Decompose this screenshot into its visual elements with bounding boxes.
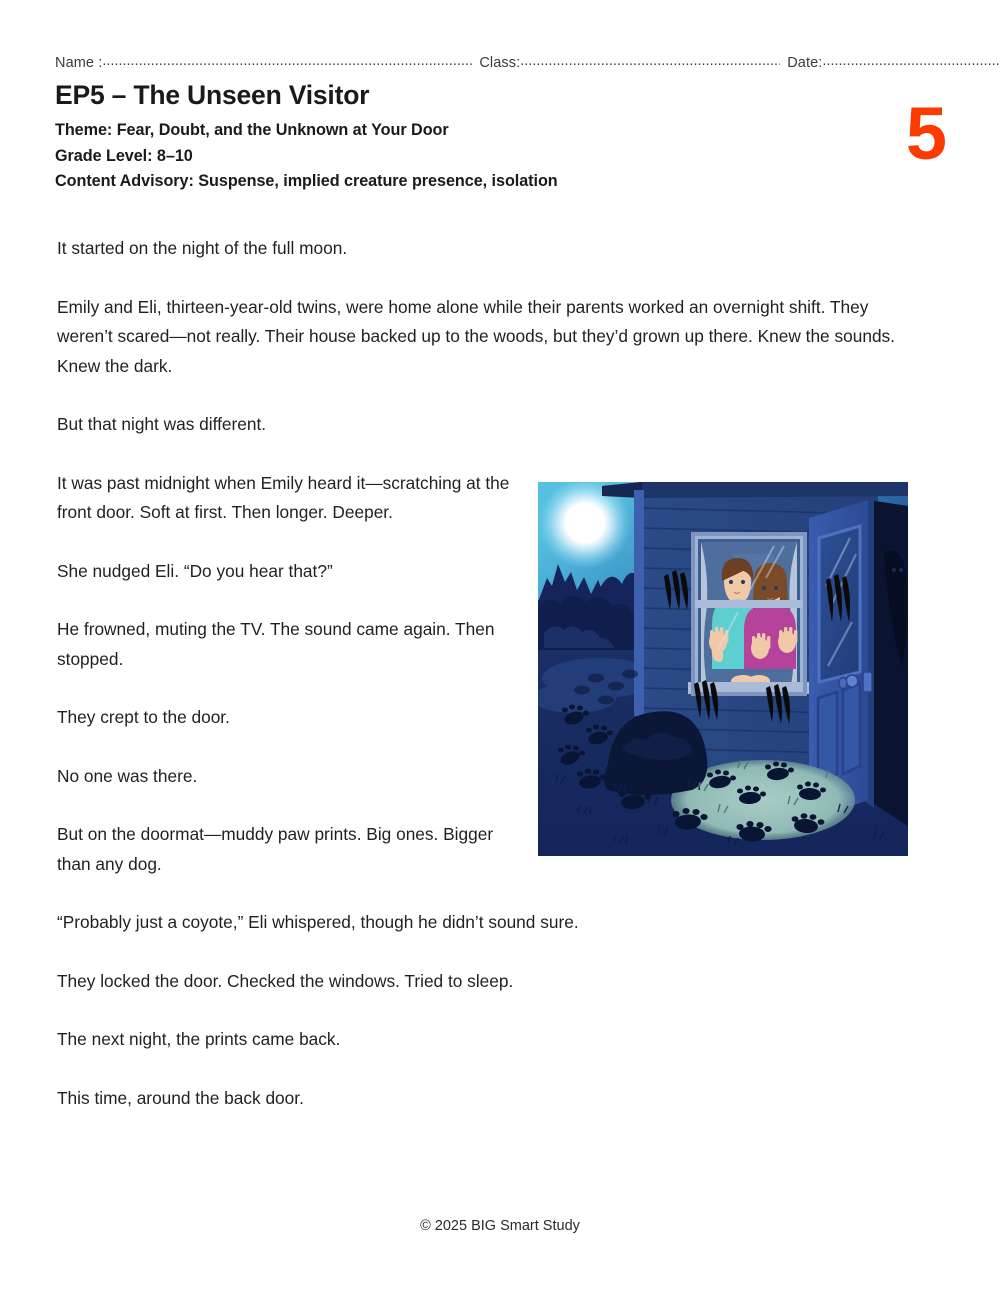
- date-label: Date:: [787, 55, 823, 71]
- door-latch-plate: [863, 672, 872, 692]
- story-paragraph: They crept to the door.: [57, 707, 230, 727]
- window-crossbar: [695, 600, 803, 608]
- story-illustration: [538, 482, 908, 856]
- story-paragraph: The next night, the prints came back.: [57, 1029, 341, 1049]
- roof-eave: [602, 482, 908, 498]
- story-paragraph: No one was there.: [57, 765, 198, 786]
- illustration-scene: [538, 482, 908, 856]
- story-paragraph: It started on the night of the full moon.: [57, 238, 348, 258]
- grade-level-line: Grade Level: 8–10: [55, 146, 193, 165]
- page-title: EP5 – The Unseen Visitor: [55, 80, 370, 110]
- door-panel-lower-left: [818, 692, 837, 782]
- date-blank-line[interactable]: [822, 53, 1000, 69]
- moon-icon: [570, 508, 601, 539]
- corner-post: [634, 490, 644, 716]
- story-paragraph: They locked the door. Checked the windows. Tried to sleep.: [57, 970, 514, 991]
- meta-block: [55, 118, 815, 195]
- name-blank-line[interactable]: [102, 53, 472, 69]
- theme-line: Theme: Fear, Doubt, and the Unknown at Your Door: [55, 121, 449, 139]
- story-paragraph: But that night was different.: [57, 414, 267, 434]
- story-paragraph: “Probably just a coyote,” Eli whispered, though he didn’t sound sure.: [57, 912, 579, 932]
- story-paragraph: This time, around the back door.: [57, 1087, 304, 1108]
- door-knob: [846, 675, 858, 687]
- episode-number: 5: [905, 92, 945, 175]
- door-panel-lower-right: [843, 684, 860, 774]
- story-paragraph: It was past midnight when Emily heard it—scratching at the front door. Soft at first. Then longer. Deeper.: [57, 472, 510, 522]
- story-paragraph: He frowned, muting the TV. The sound came again. Then stopped.: [57, 619, 495, 669]
- footer-copyright: © 2025 BIG Smart Study: [420, 1218, 580, 1234]
- class-blank-line[interactable]: [520, 53, 780, 69]
- content-advisory-line: Content Advisory: Suspense, implied creature presence, isolation: [55, 172, 558, 190]
- name-label: Name :: [55, 55, 103, 71]
- student-info-row: [55, 55, 945, 71]
- story-paragraph: She nudged Eli. “Do you hear that?”: [57, 560, 333, 581]
- window: [688, 534, 810, 694]
- class-label: Class:: [479, 55, 521, 71]
- story-paragraph: But on the doormat—muddy paw prints. Big ones. Bigger than any dog.: [57, 824, 494, 874]
- story-paragraph: Emily and Eli, thirteen-year-old twins, were home alone while their parents worked an overnight shift. They weren’t scared—not really. Their house backed up to the woods, but they’d grown up there. Knew the sounds. Knew the dark.: [57, 296, 895, 376]
